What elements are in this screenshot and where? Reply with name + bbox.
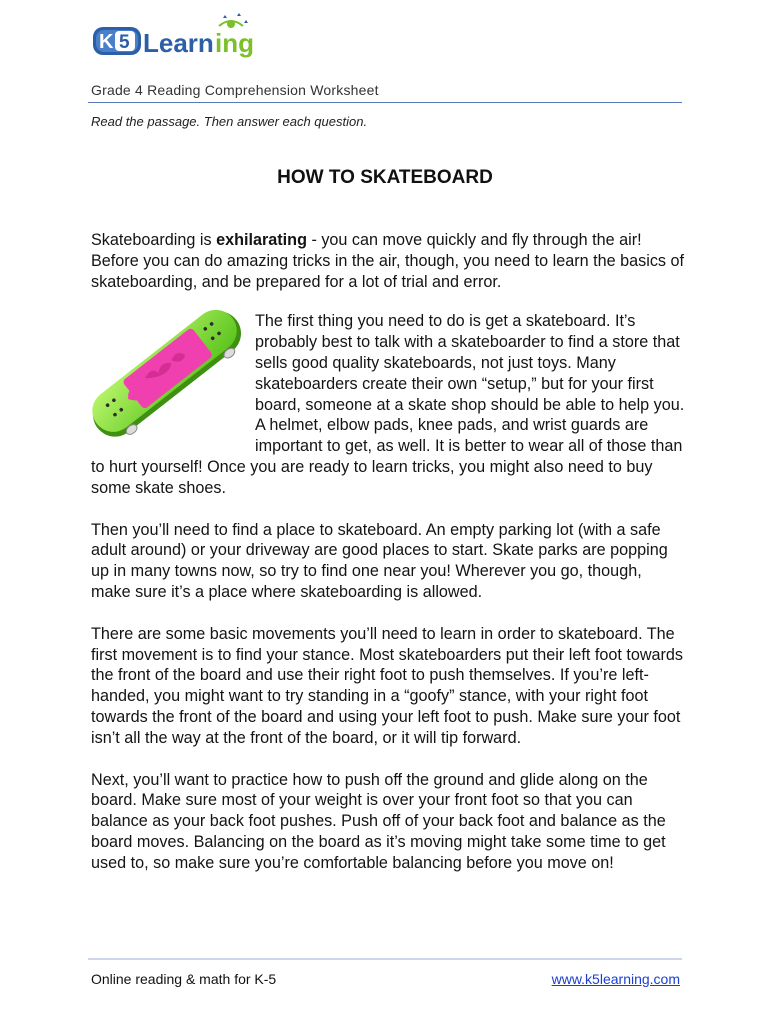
paragraph-3: Then you’ll need to find a place to skateboard. An empty parking lot (with a safe adult around) or your driveway are good places to start. Skate parks are popping up in many towns now, so try to find one near you! Wherever you go, though, make sure it’s a place where skateboarding is allowed. — [91, 520, 668, 601]
passage — [91, 230, 685, 895]
k5-learning-logo — [91, 12, 261, 68]
skateboard-icon — [87, 309, 247, 439]
svg-text:5: 5 — [119, 32, 130, 53]
worksheet-type-label: Grade 4 Reading Comprehension Worksheet — [91, 82, 379, 98]
svg-text:ing: ing — [215, 28, 254, 58]
header-divider — [88, 102, 682, 103]
paragraph-1 — [91, 230, 685, 292]
footer-tagline: Online reading & math for K-5 — [91, 971, 277, 987]
paragraph-4: There are some basic movements you’ll need to learn in order to skateboard. The first movement is to find your stance. Most skateboarders put their left foot towards the front of the board and use their right foot to push themselves. If you’re left-handed, you might want to try standing in a “goofy” stance, with your right foot towards the front of the board and using your left foot to push. Make sure your foot isn’t all the way at the front of the board, or it will tip forward. — [91, 624, 684, 747]
paragraph-2 — [91, 311, 685, 498]
paragraph-5: Next, you’ll want to practice how to push off the ground and glide along on the board. Make sure most of your weight is over your front foot so that you can balance as your back foot pushes. Push off of your back foot and balance as the board moves. Balancing on the board as it’s moving might take some time to get used to, so make sure you’re comfortable balancing before you move on! — [91, 770, 666, 872]
svg-text:K: K — [99, 31, 114, 53]
k5-logo-icon — [91, 12, 261, 68]
skateboard-illustration — [87, 309, 247, 439]
website-link[interactable]: www.k5learning.com — [551, 971, 680, 987]
paragraph-2-text: The first thing you need to do is get a skateboard. It’s probably best to talk with a skateboarder to find a store that sells good quality skateboards, not just toys. Many skateboarders create their own “setup,” but for your first board, someone at a skate shop should be able to help you. A helmet, elbow pads, knee pads, and wrist guards are important to get, as well. It is better to wear all of those than to hurt yourself! Once you are ready to learn tricks, you might also need to buy some skate shoes. — [91, 312, 685, 497]
footer-divider — [88, 958, 682, 960]
vocabulary-word: exhilarating — [216, 231, 307, 249]
svg-text:Learn: Learn — [143, 28, 214, 58]
instructions: Read the passage. Then answer each question. — [91, 114, 368, 129]
paragraph-1-rest: - you can move quickly and fly through the air! Before you can do amazing tricks in the air, though, you need to learn the basics of skateboarding, and be prepared for a lot of trial and error. — [91, 231, 685, 291]
page-title: HOW TO SKATEBOARD — [277, 167, 493, 188]
paragraph-1-start: Skateboarding is — [91, 231, 217, 249]
